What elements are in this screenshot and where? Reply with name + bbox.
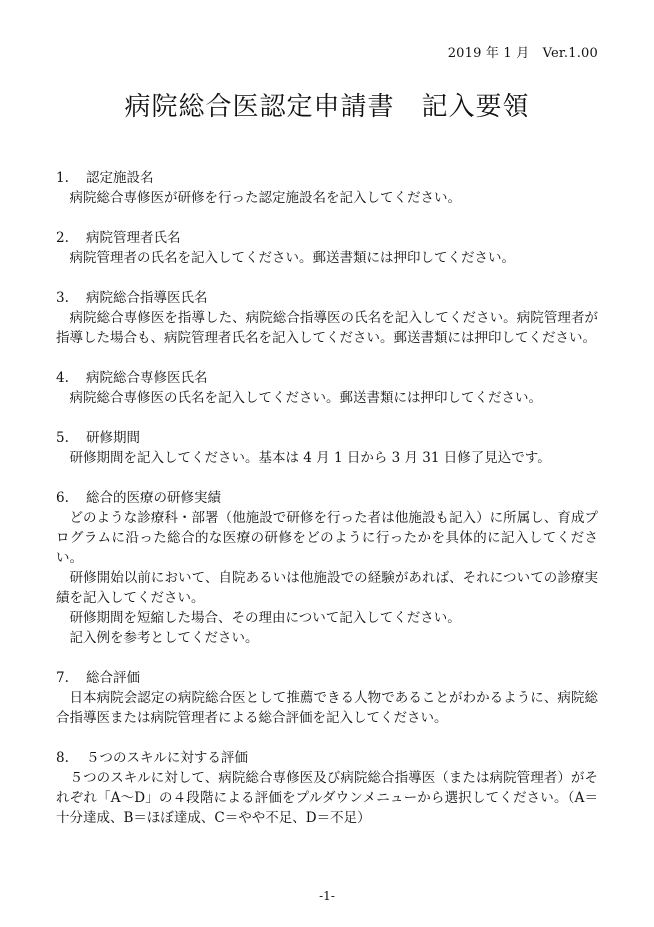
section-number: 8.: [56, 750, 69, 766]
section-training-record: [56, 488, 598, 648]
section-title: 病院管理者氏名: [86, 230, 181, 246]
section-number: 6.: [56, 490, 69, 506]
section-heading: [56, 748, 598, 768]
section-paragraph: 研修期間を短縮した場合、その理由について記入してください。: [69, 610, 461, 626]
section-title: 病院総合指導医氏名: [86, 290, 208, 306]
section-number: 4.: [56, 370, 69, 386]
section-number: 2.: [56, 230, 69, 246]
page-number: -1-: [319, 889, 335, 903]
section-paragraph: 病院管理者の氏名を記入してください。郵送書類には押印してください。: [69, 250, 515, 266]
section-title: 研修期間: [86, 430, 140, 446]
section-paragraph: どのような診療科・部署（他施設で研修を行った者は他施設も記入）に所属し、育成プログラムに沿った総合的な医療の研修をどのように行ったかを具体的に記入してください。: [56, 510, 598, 566]
section-facility-name: [56, 168, 598, 208]
section-heading: [56, 428, 598, 448]
instruction-sections: [56, 168, 598, 848]
section-number: 5.: [56, 430, 69, 446]
section-title: 病院総合専修医氏名: [86, 370, 208, 386]
section-title: 認定施設名: [86, 170, 154, 186]
section-title: 総合評価: [86, 670, 140, 686]
section-paragraph: 記入例を参考としてください。: [69, 630, 259, 646]
section-hospital-director-name: [56, 228, 598, 268]
section-heading: [56, 288, 598, 308]
section-heading: [56, 228, 598, 248]
section-paragraph: 病院総合専修医を指導した、病院総合指導医の氏名を記入してください。病院管理者が指導した場合も、病院管理者氏名を記入してください。郵送書類には押印してください。: [56, 310, 598, 346]
section-paragraph: 研修開始以前において、自院あるいは他施設での経験があれば、それについての診療実績を記入してください。: [56, 570, 598, 606]
section-heading: [56, 488, 598, 508]
section-paragraph: 病院総合専修医の氏名を記入してください。郵送書類には押印してください。: [69, 390, 542, 406]
version-date: 2019 年 1 月 Ver.1.00: [447, 46, 598, 61]
section-paragraph: ５つのスキルに対して、病院総合専修医及び病院総合指導医（または病院管理者）がそれぞれ「A～D」の４段階による評価をプルダウンメニューから選択してください。（A＝十分達成、B＝ほぼ達成、C＝やや不足、D＝不足）: [56, 770, 598, 826]
section-heading: [56, 168, 598, 188]
section-training-period: [56, 428, 598, 468]
section-number: 7.: [56, 670, 69, 686]
section-title: 総合的医療の研修実績: [86, 490, 221, 506]
section-heading: [56, 368, 598, 388]
section-five-skills-evaluation: [56, 748, 598, 828]
section-overall-evaluation: [56, 668, 598, 728]
section-instructor-name: [56, 288, 598, 348]
section-number: 3.: [56, 290, 69, 306]
section-paragraph: 病院総合専修医が研修を行った認定施設名を記入してください。: [69, 190, 461, 206]
section-title: ５つのスキルに対する評価: [86, 750, 248, 766]
section-paragraph: 日本病院会認定の病院総合医として推薦できる人物であることがわかるように、病院総合指導医または病院管理者による総合評価を記入してください。: [56, 690, 598, 726]
section-paragraph: 研修期間を記入してください。基本は 4 月 1 日から 3 月 31 日修了見込です。: [69, 450, 551, 466]
section-number: 1.: [56, 170, 69, 186]
section-heading: [56, 668, 598, 688]
section-resident-name: [56, 368, 598, 408]
document-title: 病院総合医認定申請書 記入要領: [124, 92, 530, 122]
